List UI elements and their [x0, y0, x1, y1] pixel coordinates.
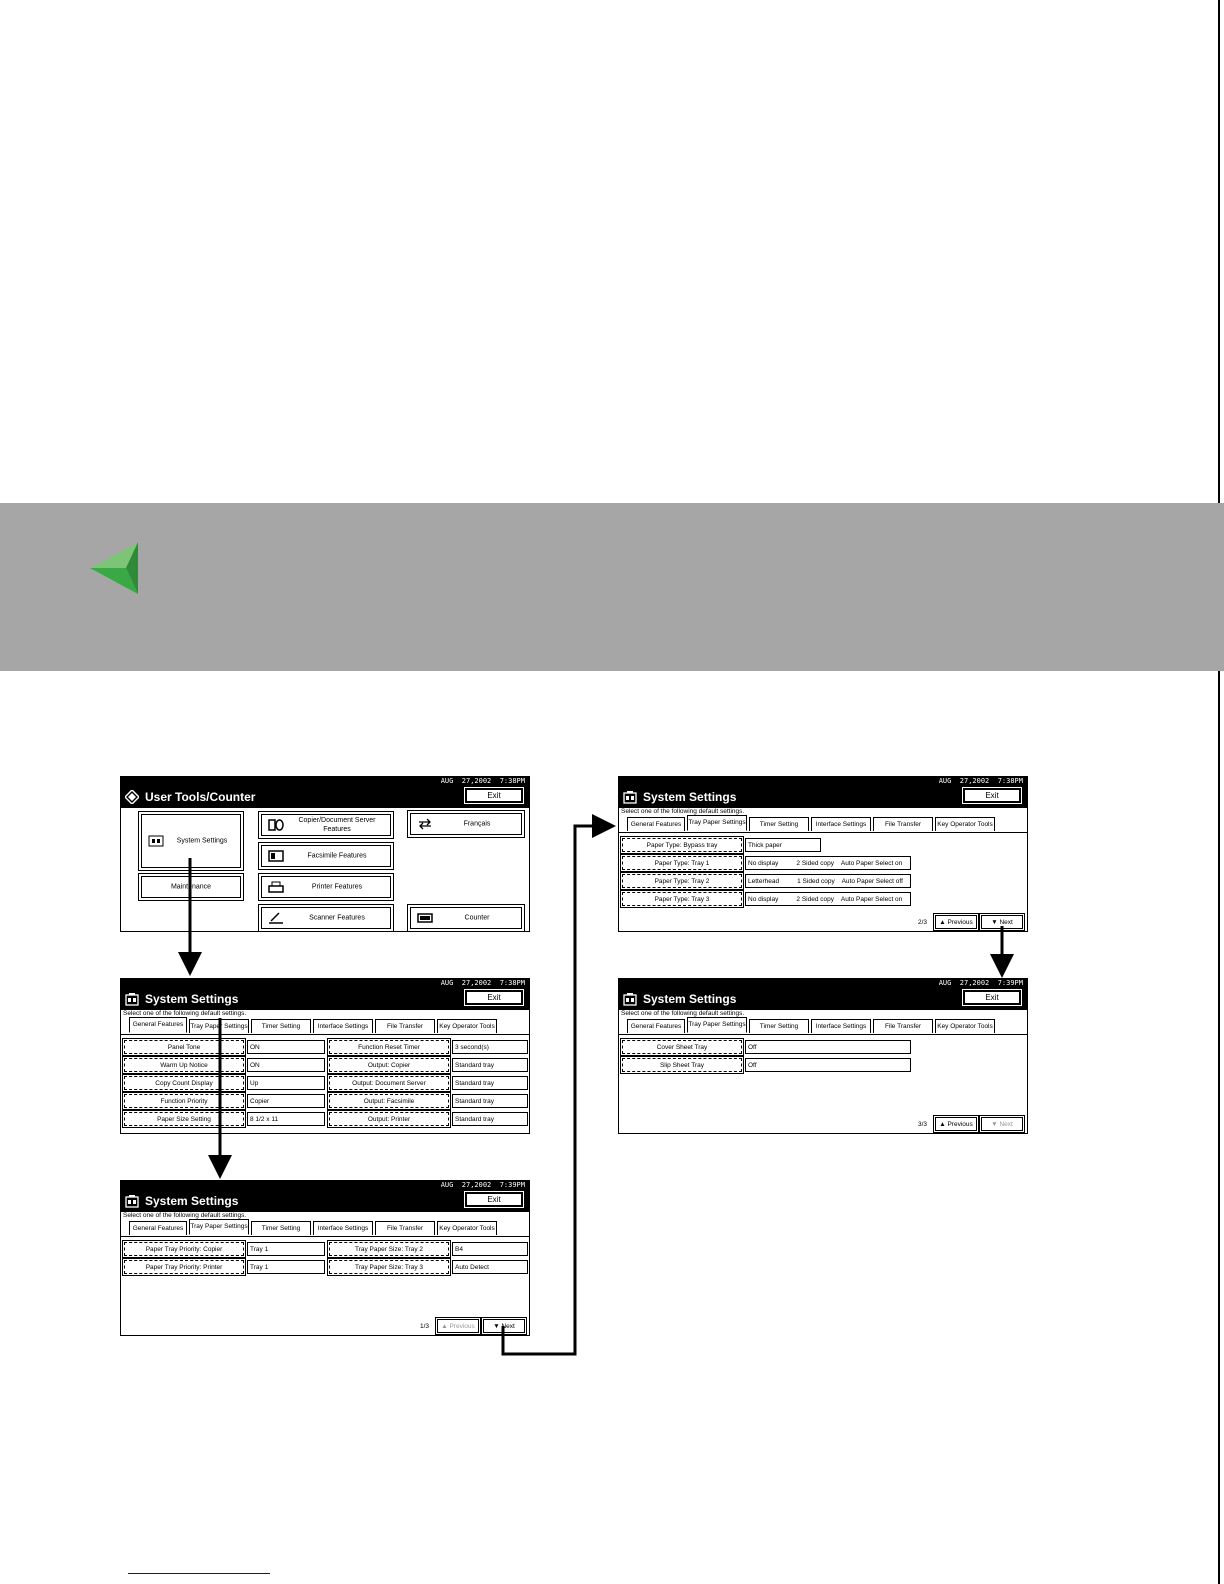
setting-value: ON: [247, 1040, 325, 1054]
setting-value: Letterhead 1 Sided copy Auto Paper Select off: [745, 874, 911, 888]
setting-button[interactable]: Paper Tray Priority: Printer: [124, 1260, 244, 1274]
tab-key-operator-tools[interactable]: Key Operator Tools: [437, 1221, 497, 1235]
tab-key-operator-tools[interactable]: Key Operator Tools: [437, 1019, 497, 1033]
tab-tray-paper-settings[interactable]: Tray Paper Settings: [189, 1219, 249, 1235]
setting-button[interactable]: Tray Paper Size: Tray 3: [329, 1260, 449, 1274]
setting-value: Tray 1: [247, 1260, 325, 1274]
setting-button[interactable]: Output: Copier: [329, 1058, 449, 1072]
page-indicator: 1/3: [419, 1322, 429, 1330]
status-bar: AUG 27,2002 7:38PM: [619, 777, 1027, 786]
system-settings-icon: [125, 1194, 139, 1208]
tab-bar: [619, 816, 1027, 833]
setting-value: No display 2 Sided copy Auto Paper Select on: [745, 856, 911, 870]
setting-button[interactable]: Cover Sheet Tray: [622, 1040, 742, 1054]
previous-button: ▲ Previous: [437, 1319, 479, 1333]
facsimile-icon: [268, 850, 284, 862]
pager: [918, 1117, 1023, 1131]
setting-value: Standard tray: [452, 1094, 528, 1108]
setting-value: B4: [452, 1242, 528, 1256]
tab-timer-setting[interactable]: Timer Setting: [749, 817, 809, 831]
screen-title: System Settings: [145, 992, 239, 1006]
status-bar: AUG 27,2002 7:39PM: [121, 1181, 529, 1190]
setting-value: ON: [247, 1058, 325, 1072]
setting-button[interactable]: Output: Printer: [329, 1112, 449, 1126]
pager: [918, 915, 1023, 929]
setting-value: Auto Detect: [452, 1260, 528, 1274]
setting-value: Off: [745, 1058, 911, 1072]
footer-link[interactable]: [128, 1573, 270, 1574]
language-swap-icon: [417, 818, 433, 830]
setting-value: Standard tray: [452, 1112, 528, 1126]
tab-timer-setting[interactable]: Timer Setting: [749, 1019, 809, 1033]
back-triangle-icon[interactable]: [90, 542, 140, 594]
previous-button[interactable]: ▲ Previous: [935, 915, 977, 929]
setting-value: Thick paper: [745, 838, 821, 852]
system-settings-general-screen: [120, 978, 530, 1134]
tab-interface-settings[interactable]: Interface Settings: [811, 1019, 871, 1033]
system-settings-tray-page1-screen: [120, 1180, 530, 1336]
tab-interface-settings[interactable]: Interface Settings: [811, 817, 871, 831]
setting-value: Off: [745, 1040, 911, 1054]
setting-button[interactable]: Paper Type: Bypass tray: [622, 838, 742, 852]
right-edge-rule: [1218, 0, 1220, 1584]
setting-button[interactable]: Paper Type: Tray 3: [622, 892, 742, 906]
tab-bar: [121, 1018, 529, 1035]
exit-button[interactable]: Exit: [465, 1192, 523, 1207]
setting-button[interactable]: Slip Sheet Tray: [622, 1058, 742, 1072]
setting-button[interactable]: Output: Facsimile: [329, 1094, 449, 1108]
exit-button[interactable]: Exit: [465, 788, 523, 803]
setting-button[interactable]: Function Priority: [124, 1094, 244, 1108]
previous-button[interactable]: ▲ Previous: [935, 1117, 977, 1131]
setting-button[interactable]: Paper Type: Tray 2: [622, 874, 742, 888]
tab-general-features[interactable]: General Features: [129, 1221, 187, 1235]
tab-file-transfer[interactable]: File Transfer: [873, 817, 933, 831]
setting-value: Copier: [247, 1094, 325, 1108]
page-indicator: 3/3: [917, 1120, 927, 1128]
tab-tray-paper-settings[interactable]: Tray Paper Settings: [687, 815, 747, 831]
setting-value: Standard tray: [452, 1058, 528, 1072]
pager: [420, 1319, 525, 1333]
setting-button[interactable]: Tray Paper Size: Tray 2: [329, 1242, 449, 1256]
next-button[interactable]: ▼ Next: [981, 915, 1023, 929]
setting-button[interactable]: Copy Count Display: [124, 1076, 244, 1090]
tab-interface-settings[interactable]: Interface Settings: [313, 1221, 373, 1235]
tab-timer-setting[interactable]: Timer Setting: [251, 1221, 311, 1235]
title-bar: [619, 988, 1027, 1010]
system-settings-icon: [148, 835, 164, 847]
screen-title: User Tools/Counter: [145, 790, 256, 804]
setting-button[interactable]: Function Reset Timer: [329, 1040, 449, 1054]
setting-value: No display 2 Sided copy Auto Paper Select on: [745, 892, 911, 906]
tab-file-transfer[interactable]: File Transfer: [873, 1019, 933, 1033]
tab-tray-paper-settings[interactable]: Tray Paper Settings: [189, 1019, 249, 1033]
copier-features-button[interactable]: Copier/Document Server Features: [261, 814, 391, 836]
setting-value: 3 second(s): [452, 1040, 528, 1054]
setting-button[interactable]: Output: Document Server: [329, 1076, 449, 1090]
title-bar: [121, 1190, 529, 1212]
instruction-text: Select one of the following default settings.: [621, 808, 745, 815]
system-settings-icon: [623, 992, 637, 1006]
user-tools-screen: [120, 776, 530, 932]
system-settings-button[interactable]: System Settings: [141, 814, 241, 868]
setting-value: Tray 1: [247, 1242, 325, 1256]
setting-button[interactable]: Paper Size Setting: [124, 1112, 244, 1126]
counter-icon: [417, 912, 433, 924]
counter-button[interactable]: Counter: [410, 907, 522, 929]
setting-button[interactable]: Warm Up Notice: [124, 1058, 244, 1072]
status-bar: AUG 27,2002 7:38PM: [121, 777, 529, 786]
printer-icon: [268, 881, 284, 893]
system-settings-icon: [125, 992, 139, 1006]
exit-button[interactable]: Exit: [963, 990, 1021, 1005]
setting-value: 8 1/2 x 11: [247, 1112, 325, 1126]
status-bar: AUG 27,2002 7:38PM: [121, 979, 529, 988]
scanner-features-button[interactable]: Scanner Features: [261, 907, 391, 929]
diamond-tools-icon: [125, 790, 139, 804]
exit-button[interactable]: Exit: [465, 990, 523, 1005]
instruction-text: Select one of the following default settings.: [123, 1212, 247, 1219]
setting-value: Up: [247, 1076, 325, 1090]
next-button[interactable]: ▼ Next: [483, 1319, 525, 1333]
tab-interface-settings[interactable]: Interface Settings: [313, 1019, 373, 1033]
facsimile-features-button[interactable]: Facsimile Features: [261, 845, 391, 867]
tab-bar: [121, 1220, 529, 1237]
screen-title: System Settings: [643, 992, 737, 1006]
tab-general-features[interactable]: General Features: [129, 1017, 187, 1033]
next-button: ▼ Next: [981, 1117, 1023, 1131]
tab-file-transfer[interactable]: File Transfer: [375, 1019, 435, 1033]
exit-button[interactable]: Exit: [963, 788, 1021, 803]
instruction-text: Select one of the following default settings.: [621, 1010, 745, 1017]
title-bar: [619, 786, 1027, 808]
setting-button[interactable]: Paper Type: Tray 1: [622, 856, 742, 870]
tab-bar: [619, 1018, 1027, 1035]
maintenance-button[interactable]: Maintenance: [141, 876, 241, 898]
tab-general-features[interactable]: General Features: [627, 1019, 685, 1033]
tab-key-operator-tools[interactable]: Key Operator Tools: [935, 1019, 995, 1033]
language-button[interactable]: Français: [410, 813, 522, 835]
title-bar: [121, 988, 529, 1010]
scanner-icon: [268, 912, 284, 924]
screen-title: System Settings: [643, 790, 737, 804]
tab-key-operator-tools[interactable]: Key Operator Tools: [935, 817, 995, 831]
setting-button[interactable]: Panel Tone: [124, 1040, 244, 1054]
instruction-text: Select one of the following default settings.: [123, 1010, 247, 1017]
system-settings-tray-page3-screen: [618, 978, 1028, 1134]
page-indicator: 2/3: [917, 918, 927, 926]
tab-general-features[interactable]: General Features: [627, 817, 685, 831]
tab-timer-setting[interactable]: Timer Setting: [251, 1019, 311, 1033]
system-settings-icon: [623, 790, 637, 804]
setting-button[interactable]: Paper Tray Priority: Copier: [124, 1242, 244, 1256]
header-band: [0, 503, 1224, 671]
copier-icon: [268, 819, 284, 831]
status-bar: AUG 27,2002 7:39PM: [619, 979, 1027, 988]
tab-file-transfer[interactable]: File Transfer: [375, 1221, 435, 1235]
system-settings-tray-page2-screen: [618, 776, 1028, 932]
screen-title: System Settings: [145, 1194, 239, 1208]
setting-value: Standard tray: [452, 1076, 528, 1090]
printer-features-button[interactable]: Printer Features: [261, 876, 391, 898]
tab-tray-paper-settings[interactable]: Tray Paper Settings: [687, 1017, 747, 1033]
title-bar: [121, 786, 529, 808]
